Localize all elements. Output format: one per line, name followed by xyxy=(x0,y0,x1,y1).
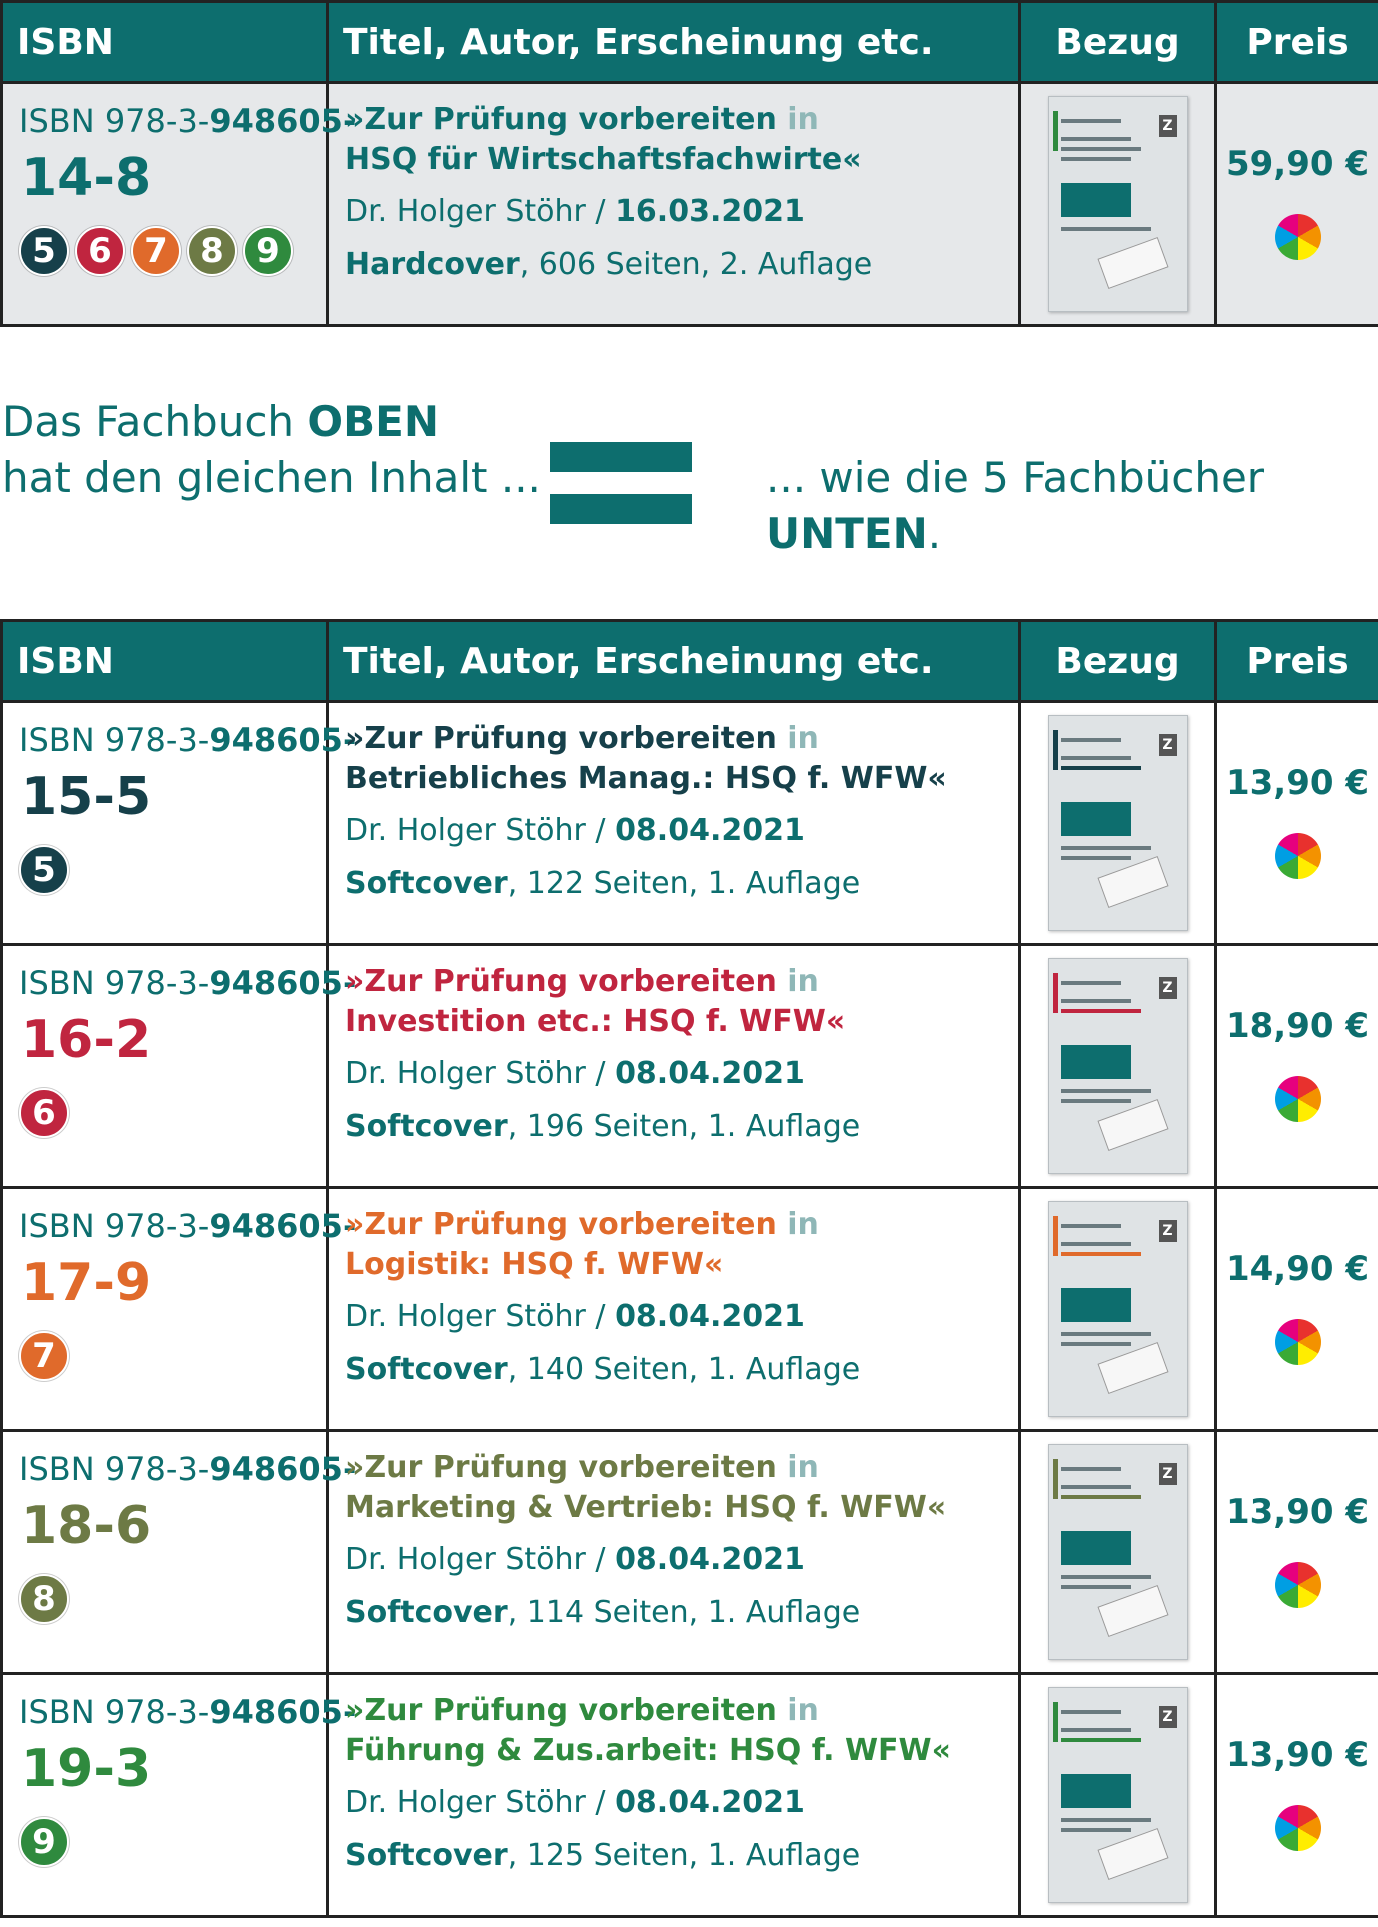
price: 59,90 € xyxy=(1225,144,1370,184)
price: 18,90 € xyxy=(1225,1006,1370,1046)
volume-badge: 5 xyxy=(19,845,69,895)
volume-badge: 9 xyxy=(243,226,293,276)
isbn-prefix: ISBN 978-3-948605- xyxy=(19,102,357,140)
isbn-prefix: ISBN 978-3-948605- xyxy=(19,721,357,759)
volume-badges xyxy=(19,1574,326,1624)
volume-badges xyxy=(19,226,326,276)
isbn-suffix: 17-9 xyxy=(21,1253,152,1313)
table-row xyxy=(2,1188,1378,1431)
title-cell xyxy=(328,702,1020,945)
header-bezug: Bezug xyxy=(1020,621,1216,702)
author-date: Dr. Holger Stöhr / 16.03.2021 xyxy=(345,194,805,229)
isbn-suffix: 14-8 xyxy=(21,148,152,208)
book-subtitle: Führung & Zus.arbeit: HSQ f. WFW« xyxy=(345,1733,952,1768)
book-cover-image[interactable]: Z xyxy=(1048,1201,1188,1417)
isbn-cell xyxy=(2,83,357,326)
equals-icon-lower-bar xyxy=(550,494,692,524)
volume-badge: 8 xyxy=(19,1574,69,1624)
bezug-cell xyxy=(1020,1674,1216,1917)
table-row xyxy=(2,1674,1378,1917)
preis-cell xyxy=(1216,1674,1378,1917)
isbn-prefix: ISBN 978-3-948605- xyxy=(19,1207,357,1245)
title-cell xyxy=(328,1674,1020,1917)
preis-cell xyxy=(1216,945,1378,1188)
bottom-books-table xyxy=(0,619,1378,1918)
author-date: Dr. Holger Stöhr / 08.04.2021 xyxy=(345,1785,805,1820)
title-cell xyxy=(328,1431,1020,1674)
volume-badge: 7 xyxy=(19,1331,69,1381)
volume-badges xyxy=(19,1088,326,1138)
price: 14,90 € xyxy=(1225,1249,1370,1289)
book-title: »Zur Prüfung vorbereiten in xyxy=(345,1450,819,1485)
title-cell xyxy=(328,83,1020,326)
table-row xyxy=(2,945,1378,1188)
edition-info: Hardcover, 606 Seiten, 2. Auflage xyxy=(345,247,873,282)
bezug-cell xyxy=(1020,702,1216,945)
preis-cell xyxy=(1216,702,1378,945)
isbn-prefix: ISBN 978-3-948605- xyxy=(19,1450,357,1488)
top-book-table xyxy=(0,0,1378,327)
isbn-suffix: 16-2 xyxy=(21,1010,152,1070)
bezug-cell xyxy=(1020,1431,1216,1674)
preis-cell xyxy=(1216,1188,1378,1431)
book-cover-image[interactable]: Z xyxy=(1048,958,1188,1174)
book-cover-image[interactable]: Z xyxy=(1048,715,1188,931)
edition-info: Softcover, 122 Seiten, 1. Auflage xyxy=(345,866,861,901)
color-wheel-icon xyxy=(1275,214,1321,260)
color-wheel-icon xyxy=(1275,1805,1321,1851)
volume-badge: 5 xyxy=(19,226,69,276)
book-subtitle: Investition etc.: HSQ f. WFW« xyxy=(345,1004,846,1039)
title-cell xyxy=(328,1188,1020,1431)
preis-cell xyxy=(1216,1431,1378,1674)
color-wheel-icon xyxy=(1275,833,1321,879)
edition-info: Softcover, 125 Seiten, 1. Auflage xyxy=(345,1838,861,1873)
bezug-cell xyxy=(1020,945,1216,1188)
author-date: Dr. Holger Stöhr / 08.04.2021 xyxy=(345,1299,805,1334)
header-isbn: ISBN xyxy=(2,2,328,83)
table-row xyxy=(2,1431,1378,1674)
edition-info: Softcover, 114 Seiten, 1. Auflage xyxy=(345,1595,861,1630)
book-cover-image[interactable]: Z xyxy=(1048,1444,1188,1660)
edition-info: Softcover, 196 Seiten, 1. Auflage xyxy=(345,1109,861,1144)
volume-badge: 6 xyxy=(75,226,125,276)
table-row xyxy=(2,83,1378,326)
isbn-cell xyxy=(2,945,357,1188)
preis-cell xyxy=(1216,83,1378,326)
price: 13,90 € xyxy=(1225,1735,1370,1775)
author-date: Dr. Holger Stöhr / 08.04.2021 xyxy=(345,1542,805,1577)
isbn-suffix: 19-3 xyxy=(21,1739,152,1799)
isbn-cell xyxy=(2,1188,357,1431)
color-wheel-icon xyxy=(1275,1319,1321,1365)
isbn-cell xyxy=(2,1674,357,1917)
isbn-prefix: ISBN 978-3-948605- xyxy=(19,1693,357,1731)
book-subtitle: Betriebliches Manag.: HSQ f. WFW« xyxy=(345,761,947,796)
price: 13,90 € xyxy=(1225,1492,1370,1532)
volume-badge: 9 xyxy=(19,1817,69,1867)
isbn-cell xyxy=(2,702,357,945)
volume-badges xyxy=(19,845,326,895)
header-title: Titel, Autor, Erscheinung etc. xyxy=(328,2,1020,83)
price: 13,90 € xyxy=(1225,763,1370,803)
isbn-prefix: ISBN 978-3-948605- xyxy=(19,964,357,1002)
volume-badges xyxy=(19,1817,326,1867)
author-date: Dr. Holger Stöhr / 08.04.2021 xyxy=(345,1056,805,1091)
volume-badge: 7 xyxy=(131,226,181,276)
isbn-suffix: 18-6 xyxy=(21,1496,152,1556)
bezug-cell xyxy=(1020,1188,1216,1431)
author-date: Dr. Holger Stöhr / 08.04.2021 xyxy=(345,813,805,848)
header-preis: Preis xyxy=(1216,621,1378,702)
volume-badge: 6 xyxy=(19,1088,69,1138)
header-bezug: Bezug xyxy=(1020,2,1216,83)
header-isbn: ISBN xyxy=(2,621,328,702)
color-wheel-icon xyxy=(1275,1562,1321,1608)
header-title: Titel, Autor, Erscheinung etc. xyxy=(328,621,1020,702)
book-title: »Zur Prüfung vorbereiten in xyxy=(345,1207,819,1242)
isbn-cell xyxy=(2,1431,357,1674)
book-subtitle: Marketing & Vertrieb: HSQ f. WFW« xyxy=(345,1490,947,1525)
book-subtitle: Logistik: HSQ f. WFW« xyxy=(345,1247,724,1282)
color-wheel-icon xyxy=(1275,1076,1321,1122)
book-title: »Zur Prüfung vorbereiten in xyxy=(345,1693,819,1728)
book-cover-image[interactable]: Z xyxy=(1048,1687,1188,1903)
volume-badge: 8 xyxy=(187,226,237,276)
book-title: »Zur Prüfung vorbereiten in xyxy=(345,721,819,756)
edition-info: Softcover, 140 Seiten, 1. Auflage xyxy=(345,1352,861,1387)
equals-icon xyxy=(550,442,692,472)
middle-right-text: ... wie die 5 Fachbücher UNTEN. xyxy=(766,453,1265,558)
isbn-suffix: 15-5 xyxy=(21,767,152,827)
middle-left-text: Das Fachbuch OBEN hat den gleichen Inhalt ... xyxy=(2,397,541,502)
book-title: »Zur Prüfung vorbereiten in xyxy=(345,964,819,999)
book-title: »Zur Prüfung vorbereiten in xyxy=(345,102,819,137)
title-cell xyxy=(328,945,1020,1188)
bezug-cell xyxy=(1020,83,1216,326)
header-preis: Preis xyxy=(1216,2,1378,83)
book-subtitle: HSQ für Wirtschaftsfachwirte« xyxy=(345,142,862,177)
table-row xyxy=(2,702,1378,945)
volume-badges xyxy=(19,1331,326,1381)
book-cover-image[interactable]: Z xyxy=(1048,96,1188,312)
